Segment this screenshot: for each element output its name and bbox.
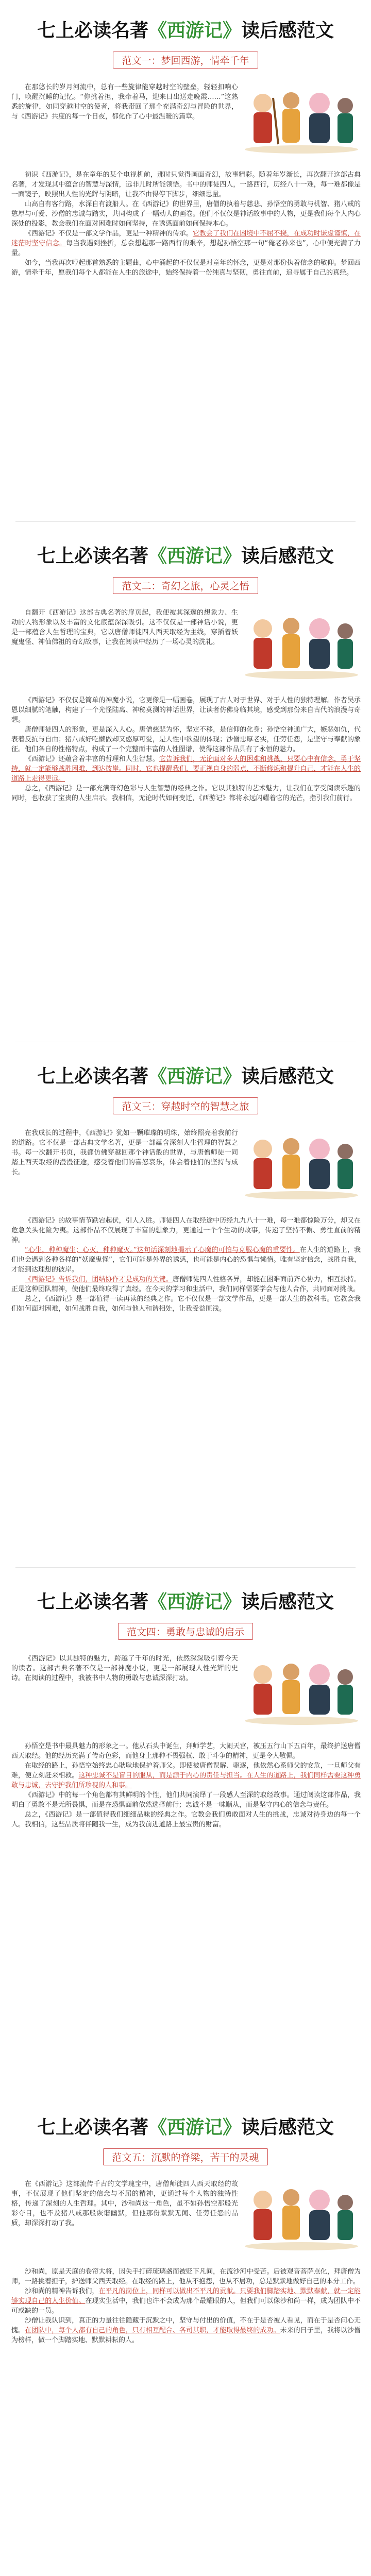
paragraph: 《西游记》告诉我们，团结协作才是成功的关键。唐僧师徒四人性格各异，却能在困难面前齐心协力，相互扶持。正是这种团队精神，使他们最终取得了真经。在今天的学习和生活中，我们同样需要学会与他人合作，共同面对挑战。 [11, 1276, 361, 1293]
highlight-text: 这种忠诚不是盲目的服从，而是源于内心的责任与担当。在人生的道路上，我们同样需要这种勇敢与忠诚，去守护我们所珍视的人和事。 [11, 1772, 361, 1789]
essay-section-5 [0, 2097, 371, 2576]
essay-subtitle: 范文一：梦回西游，情牵千年 [113, 52, 258, 69]
paragraph: 总之，《西游记》是一部充满奇幻色彩与人生智慧的经典之作。它以其独特的艺术魅力，让我们在享受阅读乐趣的同时，也收获了宝贵的人生启示。我相信，无论时代如何变迁，《西游记》都将永远闪耀着它的光芒，指引我们前行。 [11, 785, 361, 802]
essay-subtitle: 范文三：穿越时空的智慧之旅 [113, 1097, 258, 1114]
paragraph: 在我成长的过程中，《西游记》犹如一颗璀璨的明珠，始终照亮着我前行的道路。它不仅是一部古典文学名著，更是一部蕴含深刻人生哲理的智慧之书。每一次翻开书页，我都仿佛穿越回那个神话般的世界，与唐僧师徒一同踏上西天取经的漫漫征途，感受着他们的喜怒哀乐，体会着他们的坚持与成长。 [11, 1129, 238, 1176]
paragraph: 《西游记》还蕴含着丰富的哲理和人生智慧。它告诉我们，无论面对多大的困难和挑战，只要心中有信念，勇于坚持，就一定能够战胜困难，到达彼岸。同时，它也提醒我们，要正视自身的弱点，不断修炼和提升自己，才能在人生的道路上走得更远。 [11, 755, 361, 783]
section-title: 七上必读名著《西游记》读后感范文 [37, 1066, 334, 1087]
paragraph: 在取经的路上，孙悟空始终忠心耿耿地保护着师父。即使被唐僧误解、驱逐，他依然心系师父的安危，一旦师父有难，便立刻赶来相救。这种忠诚不是盲目的服从，而是源于内心的责任与担当。在人生的道路上，我们同样需要这种勇敢与忠诚，去守护我们所珍视的人和事。 [11, 1762, 361, 1789]
paragraph: 沙和尚，原是天庭的卷帘大将，因失手打碎琉璃盏而被贬下凡间，在流沙河中受苦。后被观音菩萨点化，拜唐僧为师，一路挑着担子，护送师父西天取经。在取经的路上，他从不抱怨，也从不居功，总是默默地做好自己的本分工作。 [11, 2268, 361, 2285]
paragraph: 初识《西游记》，是在童年的某个电视机前，那时只觉得画面奇幻，故事精彩。随着年岁渐长，再次翻开这部古典名著，才发现其中蕴含的智慧与深情，远非儿时所能领悟。书中的师徒四人，一路西行，历经八十一难，每一难都像是一面镜子，映照出人性的光辉与阴暗，让我不由得停下脚步，细细思量。 [11, 171, 361, 198]
essay-section-4 [0, 1571, 371, 2092]
essay-subtitle: 范文五：沉默的脊梁，苦干的灵魂 [103, 2148, 267, 2165]
highlight-text: “心生，种种魔生；心灭，种种魔灭。”这句话深刻地揭示了心魔的可怕与克服心魔的重要性。 [25, 1246, 300, 1254]
paragraph: 沙僧让我认识到，真正的力量往往隐藏于沉默之中，坚守与付出的价值，不在于是否被人看见，而在于是否问心无愧。在团队中，每个人都有自己的角色，只有相互配合、各司其职，才能取得最终的成功。未来的日子里，我将以沙僧为榜样，做一个脚踏实地、默默耕耘的人。 [11, 2317, 361, 2344]
pilgrims-illustration [242, 1123, 361, 1200]
paragraph: 自翻开《西游记》这部古典名著的扉页起，我便被其深邃的想象力、生动的人物形象以及丰富的文化底蕴深深吸引。这不仅仅是一部神话小说，更是一部蕴含人生哲理的宝典，它以唐僧师徒四人西天取经为主线，穿插着妖魔鬼怪、神仙佛祖的奇幻故事，让我在阅读中经历了一场心灵的洗礼。 [11, 609, 238, 646]
paragraph: 唐僧师徒四人的形象，更是深入人心。唐僧慈悲为怀，坚定不移，是信仰的化身；孙悟空神通广大，嫉恶如仇，代表着反抗与自由；猪八戒好吃懒做却又憨厚可爱，是人性中欲望的体现；沙僧忠厚老实，任劳任怨，是坚守与奉献的象征。他们各自的性格特点，构成了一个完整而丰富的人性图谱，使得这部作品具有了永恒的魅力。 [11, 726, 361, 753]
paragraph: 沙和尚的精神告诉我们，在平凡的岗位上，同样可以做出不平凡的贡献。只要我们脚踏实地、默默奉献，就一定能够实现自己的人生价值。在现实生活中，我们也许不会成为那个最耀眼的人，但我们可以像沙和尚一样，成为团队中不可或缺的一员。 [11, 2287, 361, 2315]
essay-subtitle: 范文二：奇幻之旅，心灵之悟 [113, 577, 258, 594]
essay-section-1 [0, 0, 371, 520]
essay-body-cont [11, 1741, 361, 1829]
highlight-text: 在团队中，每个人都有自己的角色，只有相互配合、各司其职，才能取得最终的成功。 [25, 2327, 280, 2334]
paragraph: 孙悟空是书中最具魅力的形象之一。他从石头中诞生，拜师学艺，大闹天宫，被压五行山下五百年，最终护送唐僧西天取经。他的经历充满了传奇色彩，而他身上那种不畏强权、敢于斗争的精神，更是令人敬佩。 [11, 1742, 361, 1760]
paragraph: 总之，《西游记》是一部值得我们细细品味的经典之作。它教会我们勇敢面对人生的挑战，忠诚对待身边的每一个人。我相信，这些品质将伴随我一生，成为我前进道路上最宝贵的财富。 [11, 1811, 361, 1828]
essay-body-cont [11, 2267, 361, 2345]
highlight-text: 在平凡的岗位上，同样可以做出不平凡的贡献。只要我们脚踏实地、默默奉献，就一定能够实现自己的人生价值。 [11, 2287, 361, 2305]
paragraph: “心生，种种魔生；心灭，种种魔灭。”这句话深刻地揭示了心魔的可怕与克服心魔的重要性。在人生的道路上，我们也会遇到各种各样的“妖魔鬼怪”，它们可能是外界的诱惑，也可能是内心的恐惧与懒惰。唯有坚定信念，战胜自我，才能到达理想的彼岸。 [11, 1246, 361, 1274]
essay-section-3 [0, 1046, 371, 1566]
pilgrims-illustration [242, 2174, 361, 2251]
section-title: 七上必读名著《西游记》读后感范文 [37, 2117, 334, 2138]
pilgrims-illustration [242, 1649, 361, 1726]
essay-body-cont [11, 170, 361, 278]
essay-body [11, 2179, 238, 2228]
essay-subtitle: 范文四：勇敢与忠诚的启示 [118, 1623, 253, 1640]
essay-section-2 [0, 526, 371, 1041]
essay-body [11, 1128, 238, 1177]
paragraph: 《西游记》以其独特的魅力，跨越了千年的时光，依然深深吸引着今天的读者。这部古典名著不仅是一部神魔小说，更是一部展现人性光辉的史诗。在阅读的过程中，我被书中人物的勇敢与忠诚深深打动。 [11, 1655, 238, 1682]
paragraph: 《西游记》中的每一个角色都有其鲜明的个性，他们共同演绎了一段感人至深的取经故事。通过阅读这部作品，我明白了勇敢不是无所畏惧，而是在恐惧面前依然选择前行；忠诚不是一味顺从，而是坚守内心的信念与责任。 [11, 1791, 361, 1809]
essay-body [11, 1654, 238, 1683]
pilgrims-illustration [242, 603, 361, 680]
highlight-text: 它教会了我们在困境中不屈不挠，在成功时谦虚谨慎，在迷茫时坚守信念。 [11, 230, 361, 247]
highlight-text: 《西游记》告诉我们，团结协作才是成功的关键。 [25, 1276, 173, 1283]
highlight-text: 它告诉我们，无论面对多大的困难和挑战，只要心中有信念，勇于坚持，就一定能够战胜困难，到达彼岸。同时，它也提醒我们，要正视自身的弱点，不断修炼和提升自己，才能在人生的道路上走得更远。 [11, 755, 361, 783]
section-title: 七上必读名著《西游记》读后感范文 [37, 1591, 334, 1613]
essay-body [11, 82, 238, 122]
section-divider [15, 1567, 356, 1568]
essay-body [11, 608, 238, 647]
essay-body-cont [11, 1216, 361, 1314]
pilgrims-illustration [242, 77, 361, 155]
paragraph: 山高自有客行路，水深自有渡船人。在《西游记》的世界里，唐僧的执着与慈悲、孙悟空的勇敢与机智、猪八戒的憨厚与可爱、沙僧的忠诚与踏实，共同构成了一幅动人的画卷。他们不仅仅是神话故事中的人物，更是我们每个人内心深处的投影，教会我们在面对困难时如何坚持，在诱惑面前如何保持本心。 [11, 200, 361, 228]
section-title: 七上必读名著《西游记》读后感范文 [37, 20, 334, 41]
paragraph: 如今，当我再次哼起那首熟悉的主题曲，心中涌起的不仅仅是对童年的怀念，更是对那份执着信念的敬仰。梦回西游，情牵千年，愿我们每个人都能在人生的旅途中，始终保持着一份纯真与坚韧，勇往直前，追寻属于自己的真经。 [11, 259, 361, 277]
section-divider [15, 521, 356, 522]
paragraph: 《西游记》不仅仅是简单的神魔小说，它更像是一幅画卷，展现了古人对于世界、对于人性的独特理解。作者吴承恩以细腻的笔触，构建了一个光怪陆离、神秘莫测的神话世界，让读者仿佛身临其境，感受到那份来自古代的浪漫与奇想。 [11, 697, 361, 724]
section-title: 七上必读名著《西游记》读后感范文 [37, 546, 334, 567]
paragraph: 在那悠长的岁月河流中，总有一些旋律能穿越时空的壁垒，轻轻扣响心门，唤醒沉睡的记忆。“你挑着担，我牵着马，迎来日出送走晚霞……”这熟悉的旋律，如同穿越时空的使者，将我带回了那个充满奇幻与冒险的世界，与《西游记》共度的每一个日夜，都化作了心中最温暖的篇章。 [11, 83, 238, 121]
essay-body-cont [11, 696, 361, 803]
paragraph: 总之，《西游记》是一部值得一读再读的经典之作。它不仅仅是一部文学作品，更是一部人生的教科书。它教会我们如何面对困难，如何战胜自我，如何与他人和谐相处，让我受益匪浅。 [11, 1295, 361, 1313]
paragraph: 《西游记》不仅是一部文学作品，更是一种精神的传承。它教会了我们在困境中不屈不挠，在成功时谦虚谨慎，在迷茫时坚守信念。每当我遇到挫折，总会想起那一路西行的艰辛，想起孙悟空那一句“俺老孙来也”，心中便充满了力量。 [11, 230, 361, 257]
paragraph: 《西游记》的故事情节跌宕起伏，引人入胜。师徒四人在取经途中历经九九八十一难，每一难都惊险万分，却又在危急关头化险为夷。这部作品不仅展现了丰富的想象力，更通过一个个生动的故事，传递了坚持不懈、勇往直前的精神。 [11, 1217, 361, 1244]
paragraph: 在《西游记》这部流传千古的文学瑰宝中，唐僧师徒四人西天取经的故事，不仅展现了他们坚定的信念与不屈的精神，更通过每个人物的独特性格，传递了深刻的人生哲理。其中，沙和尚这一角色，虽不如孙悟空那般光彩夺目，也不及猪八戒那般诙谐幽默，但他那份默默无闻、任劳任怨的品质，却深深打动了我。 [11, 2180, 238, 2227]
